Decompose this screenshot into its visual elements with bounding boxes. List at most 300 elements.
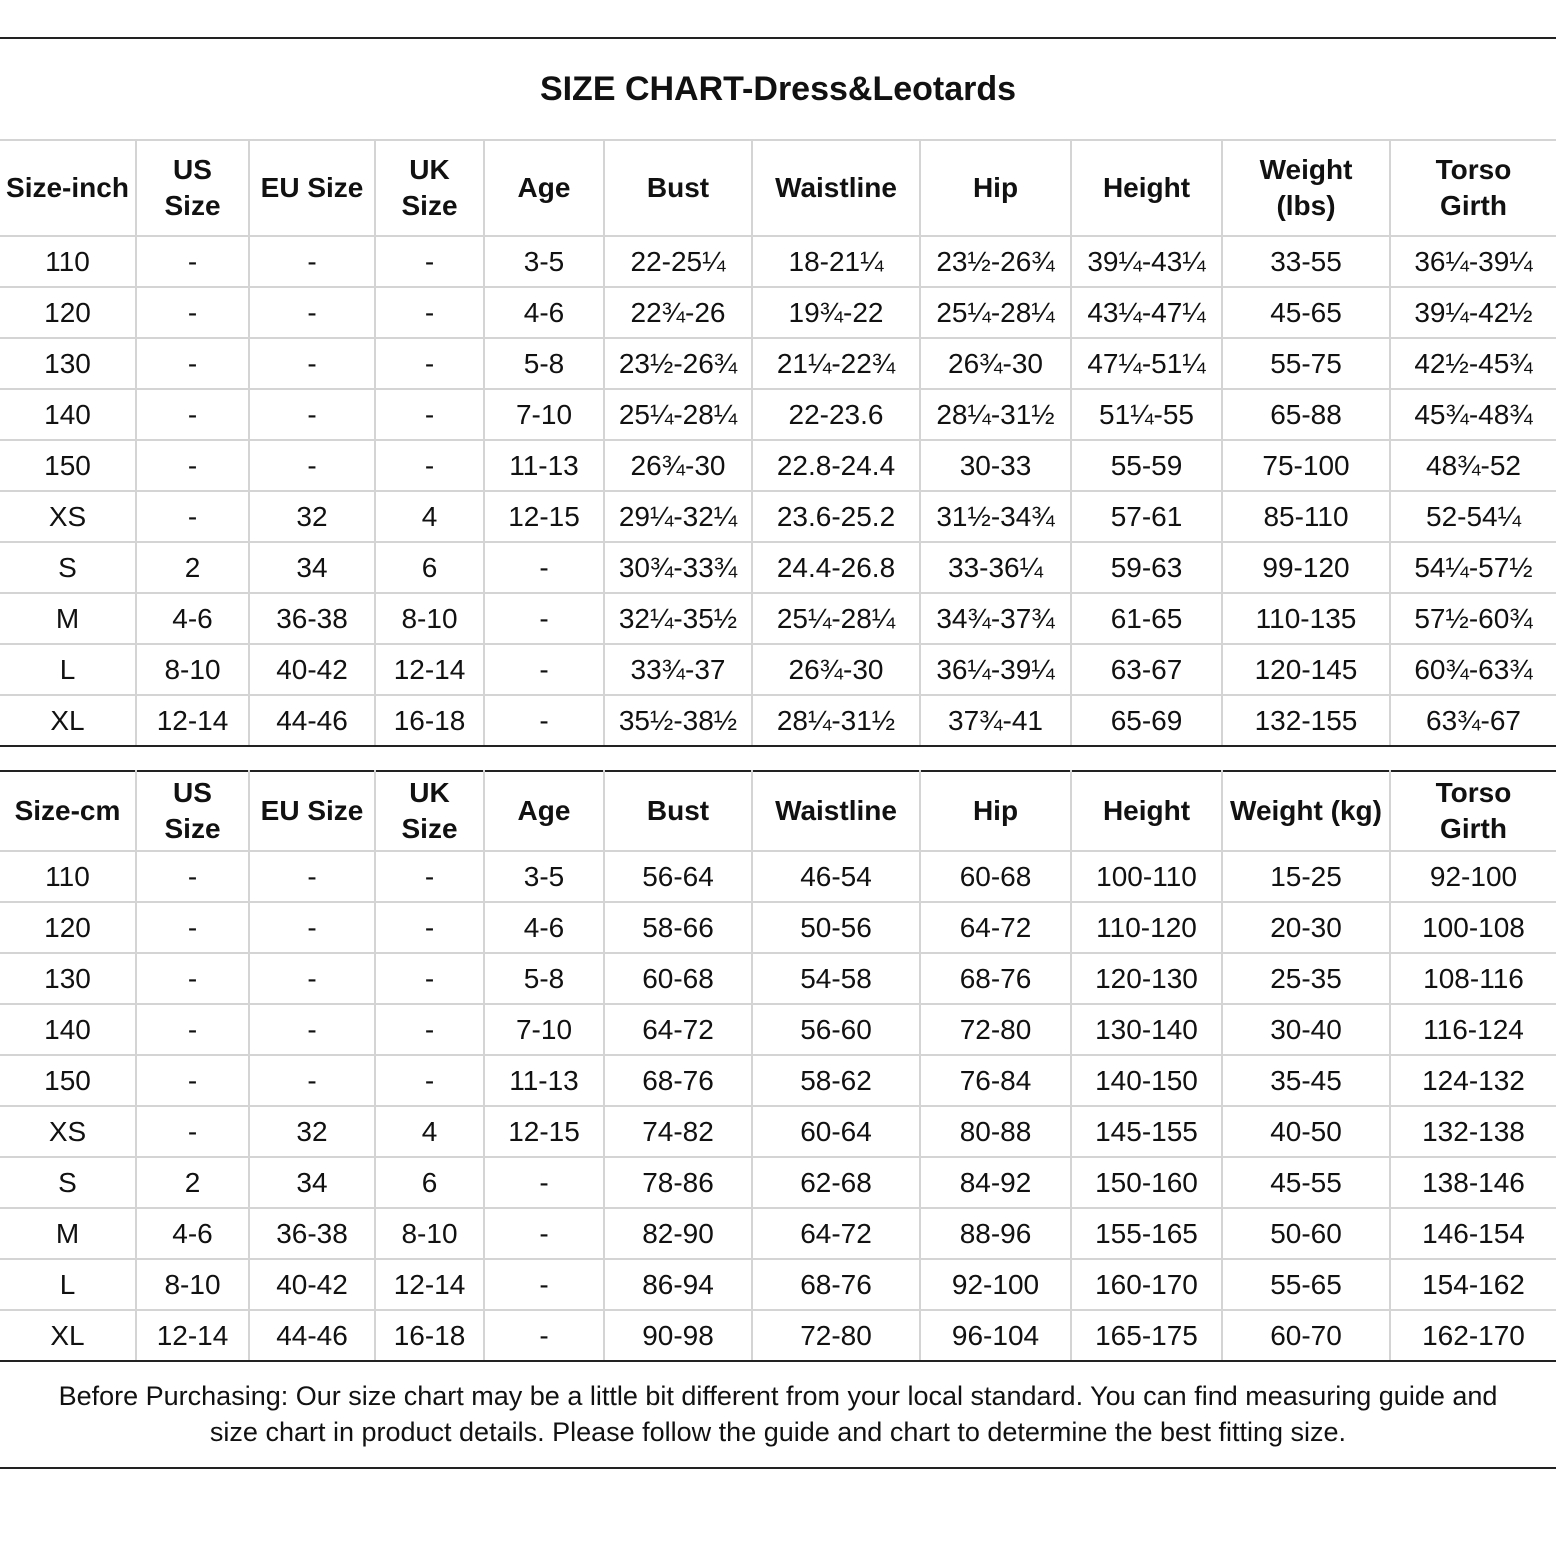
table-cell: 35-45	[1222, 1055, 1390, 1106]
table-cell: 25-35	[1222, 953, 1390, 1004]
table-cell: 8-10	[136, 644, 249, 695]
table-row	[0, 593, 1556, 644]
table-cell: 2	[136, 1157, 249, 1208]
table-cell: 110-120	[1071, 902, 1222, 953]
table-row	[0, 1004, 1556, 1055]
column-header-label: Weight	[1259, 154, 1353, 185]
table-cell: 55-75	[1222, 338, 1390, 389]
column-header-label: Size	[164, 813, 221, 844]
column-header-label: EU Size	[260, 795, 364, 826]
table-cell: 35½-38½	[604, 695, 752, 746]
table-cell: 8-10	[136, 1259, 249, 1310]
table-cell: 76-84	[920, 1055, 1071, 1106]
table-cell: -	[249, 953, 375, 1004]
table-cell: 92-100	[920, 1259, 1071, 1310]
table-cell: XL	[0, 695, 136, 746]
table-cell: 150	[0, 440, 136, 491]
table-cell: 11-13	[484, 440, 604, 491]
table-row	[0, 695, 1556, 746]
table-cell: 60-68	[604, 953, 752, 1004]
table-cell: 45-65	[1222, 287, 1390, 338]
table-cell: 22-25¼	[604, 236, 752, 287]
table-cell: 100-110	[1071, 851, 1222, 902]
size-table-cm	[0, 770, 1556, 1362]
column-header-label: UK	[409, 777, 450, 808]
table-cell: -	[375, 440, 484, 491]
table-cell: XL	[0, 1310, 136, 1361]
table-cell: -	[136, 236, 249, 287]
table-cell: 150-160	[1071, 1157, 1222, 1208]
table-cell: -	[484, 542, 604, 593]
table-cell: 54¼-57½	[1390, 542, 1556, 593]
table-cell: -	[136, 440, 249, 491]
table-cell: 84-92	[920, 1157, 1071, 1208]
table-cell: -	[484, 644, 604, 695]
note-line: Before Purchasing: Our size chart may be a little bit different from your local standard. You can find measuring guide and	[58, 1381, 1498, 1411]
table-cell: -	[136, 389, 249, 440]
table-cell: 72-80	[752, 1310, 920, 1361]
table-cell: 60-64	[752, 1106, 920, 1157]
column-header	[1071, 140, 1222, 236]
column-header-label: Age	[517, 172, 571, 203]
table-cell: -	[136, 1106, 249, 1157]
table-cell: 65-88	[1222, 389, 1390, 440]
table-cell: 22-23.6	[752, 389, 920, 440]
table-cell: 26¾-30	[920, 338, 1071, 389]
table-cell: 110-135	[1222, 593, 1390, 644]
column-header	[249, 771, 375, 851]
table-cell: 12-15	[484, 491, 604, 542]
table-cell: -	[136, 287, 249, 338]
table-cell: 59-63	[1071, 542, 1222, 593]
table-cell: 78-86	[604, 1157, 752, 1208]
table-cell: 25¼-28¼	[604, 389, 752, 440]
table-cell: 44-46	[249, 695, 375, 746]
table-cell: 34¾-37¾	[920, 593, 1071, 644]
table-cell: 110	[0, 236, 136, 287]
table-cell: 160-170	[1071, 1259, 1222, 1310]
table-cell: 12-14	[136, 695, 249, 746]
table-cell: 39¼-43¼	[1071, 236, 1222, 287]
table-cell: -	[136, 902, 249, 953]
table-cell: 40-50	[1222, 1106, 1390, 1157]
table-cell: -	[375, 953, 484, 1004]
table-cell: 130	[0, 953, 136, 1004]
column-header-label: Size	[401, 813, 458, 844]
column-header	[752, 140, 920, 236]
table-cell: -	[375, 338, 484, 389]
table-row	[0, 1259, 1556, 1310]
table-cell: 120	[0, 902, 136, 953]
column-header	[920, 140, 1071, 236]
table-cell: 72-80	[920, 1004, 1071, 1055]
table-row	[0, 389, 1556, 440]
table-cell: 11-13	[484, 1055, 604, 1106]
table-cell: 146-154	[1390, 1208, 1556, 1259]
table-cell: -	[375, 287, 484, 338]
table-cell: -	[484, 1259, 604, 1310]
table-row	[0, 953, 1556, 1004]
table-cell: 30-40	[1222, 1004, 1390, 1055]
column-header	[1390, 140, 1556, 236]
table-cell: -	[249, 287, 375, 338]
table-cell: XS	[0, 491, 136, 542]
table-cell: 42½-45¾	[1390, 338, 1556, 389]
table-cell: 88-96	[920, 1208, 1071, 1259]
table-cell: -	[484, 1208, 604, 1259]
column-header-label: Hip	[972, 172, 1019, 203]
table-cell: 46-54	[752, 851, 920, 902]
table-cell: 57½-60¾	[1390, 593, 1556, 644]
table-row	[0, 338, 1556, 389]
column-header-label: Bust	[646, 795, 710, 826]
table-cell: 12-14	[136, 1310, 249, 1361]
table-cell: 16-18	[375, 1310, 484, 1361]
bottom-rule	[0, 1467, 1556, 1469]
column-header	[136, 771, 249, 851]
table-cell: 23½-26¾	[920, 236, 1071, 287]
table-cell: 120-145	[1222, 644, 1390, 695]
table-cell: 74-82	[604, 1106, 752, 1157]
table-cell: 52-54¼	[1390, 491, 1556, 542]
table-row	[0, 1157, 1556, 1208]
column-header-label: (lbs)	[1276, 190, 1336, 221]
table-cell: 155-165	[1071, 1208, 1222, 1259]
column-header-label: US	[173, 154, 212, 185]
column-header	[484, 771, 604, 851]
table-cell: 130	[0, 338, 136, 389]
table-cell: 110	[0, 851, 136, 902]
table-cell: S	[0, 542, 136, 593]
table-cell: 108-116	[1390, 953, 1556, 1004]
table-row	[0, 1106, 1556, 1157]
table-cell: 32¼-35½	[604, 593, 752, 644]
column-header	[604, 140, 752, 236]
column-header-label: US	[173, 777, 212, 808]
table-cell: -	[484, 1157, 604, 1208]
table-cell: 7-10	[484, 389, 604, 440]
table-row	[0, 1055, 1556, 1106]
table-cell: 5-8	[484, 338, 604, 389]
table-cell: 85-110	[1222, 491, 1390, 542]
table-cell: 2	[136, 542, 249, 593]
table-cell: 45¾-48¾	[1390, 389, 1556, 440]
table-cell: 162-170	[1390, 1310, 1556, 1361]
table-cell: 30-33	[920, 440, 1071, 491]
page-title: SIZE CHART-Dress&Leotards	[539, 70, 1017, 108]
column-header-label: UK	[409, 154, 450, 185]
column-header-label: Waistline	[775, 795, 897, 826]
table-cell: 23.6-25.2	[752, 491, 920, 542]
table-cell: 92-100	[1390, 851, 1556, 902]
table-cell: 65-69	[1071, 695, 1222, 746]
table-row	[0, 440, 1556, 491]
column-header-label: Height	[1102, 795, 1191, 826]
column-header-label: Torso	[1435, 154, 1512, 185]
table-cell: 3-5	[484, 236, 604, 287]
column-header-label: Hip	[972, 795, 1019, 826]
table-cell: 116-124	[1390, 1004, 1556, 1055]
table-row	[0, 236, 1556, 287]
column-header	[375, 771, 484, 851]
table-cell: 58-62	[752, 1055, 920, 1106]
table-cell: -	[136, 1004, 249, 1055]
table-cell: 58-66	[604, 902, 752, 953]
table-cell: 56-64	[604, 851, 752, 902]
table-cell: -	[484, 593, 604, 644]
column-header	[1390, 771, 1556, 851]
table-cell: 63¾-67	[1390, 695, 1556, 746]
table-cell: 40-42	[249, 1259, 375, 1310]
table-cell: 12-14	[375, 644, 484, 695]
table-cell: 15-25	[1222, 851, 1390, 902]
table-cell: 29¼-32¼	[604, 491, 752, 542]
column-header-label: Height	[1102, 172, 1191, 203]
table-cell: 36¼-39¼	[1390, 236, 1556, 287]
table-cell: 33-55	[1222, 236, 1390, 287]
table-cell: XS	[0, 1106, 136, 1157]
column-header	[0, 140, 136, 236]
table-cell: 60-68	[920, 851, 1071, 902]
table-cell: 68-76	[920, 953, 1071, 1004]
table-cell: 51¼-55	[1071, 389, 1222, 440]
table-cell: -	[136, 491, 249, 542]
table-cell: 26¾-30	[752, 644, 920, 695]
table-cell: 75-100	[1222, 440, 1390, 491]
table-cell: -	[249, 338, 375, 389]
column-header	[375, 140, 484, 236]
table-cell: 96-104	[920, 1310, 1071, 1361]
table-cell: 31½-34¾	[920, 491, 1071, 542]
purchase-note	[0, 1378, 1556, 1450]
table-cell: 132-155	[1222, 695, 1390, 746]
table-cell: 82-90	[604, 1208, 752, 1259]
table-cell: 55-65	[1222, 1259, 1390, 1310]
table-cell: 165-175	[1071, 1310, 1222, 1361]
column-header	[1222, 140, 1390, 236]
table-cell: 145-155	[1071, 1106, 1222, 1157]
table-cell: 8-10	[375, 593, 484, 644]
top-rule	[0, 37, 1556, 39]
table-cell: 60¾-63¾	[1390, 644, 1556, 695]
table-cell: -	[249, 236, 375, 287]
table-cell: 8-10	[375, 1208, 484, 1259]
table-cell: 4	[375, 1106, 484, 1157]
table-cell: 30¾-33¾	[604, 542, 752, 593]
table-cell: M	[0, 593, 136, 644]
table-cell: 56-60	[752, 1004, 920, 1055]
table-cell: 33-36¼	[920, 542, 1071, 593]
table-cell: 99-120	[1222, 542, 1390, 593]
column-header	[249, 140, 375, 236]
table-cell: 4-6	[484, 902, 604, 953]
table-cell: S	[0, 1157, 136, 1208]
table-cell: 140	[0, 389, 136, 440]
table-cell: -	[375, 902, 484, 953]
table-cell: 50-56	[752, 902, 920, 953]
table-cell: 64-72	[752, 1208, 920, 1259]
table-cell: 138-146	[1390, 1157, 1556, 1208]
table-cell: 132-138	[1390, 1106, 1556, 1157]
table-cell: L	[0, 644, 136, 695]
column-header	[484, 140, 604, 236]
table-cell: -	[484, 695, 604, 746]
table-cell: 28¼-31½	[920, 389, 1071, 440]
table-cell: 40-42	[249, 644, 375, 695]
table-cell: 25¼-28¼	[752, 593, 920, 644]
table-cell: -	[136, 338, 249, 389]
column-header-label: Waistline	[775, 172, 897, 203]
column-header-label: Size-cm	[14, 795, 121, 826]
table-row	[0, 1208, 1556, 1259]
column-header	[1071, 771, 1222, 851]
table-cell: 4	[375, 491, 484, 542]
column-header-label: Girth	[1440, 190, 1507, 221]
table-cell: -	[375, 1055, 484, 1106]
column-header	[0, 771, 136, 851]
table-cell: 140	[0, 1004, 136, 1055]
table-cell: 124-132	[1390, 1055, 1556, 1106]
table-cell: 86-94	[604, 1259, 752, 1310]
note-line: size chart in product details. Please follow the guide and chart to determine the best fitting size.	[209, 1417, 1347, 1447]
table-cell: 39¼-42½	[1390, 287, 1556, 338]
table-cell: 18-21¼	[752, 236, 920, 287]
table-cell: 25¼-28¼	[920, 287, 1071, 338]
table-cell: -	[375, 389, 484, 440]
table-cell: 150	[0, 1055, 136, 1106]
table-row	[0, 542, 1556, 593]
table-cell: 130-140	[1071, 1004, 1222, 1055]
table-cell: 120-130	[1071, 953, 1222, 1004]
table-cell: 90-98	[604, 1310, 752, 1361]
column-header-label: Age	[517, 795, 571, 826]
table-cell: 57-61	[1071, 491, 1222, 542]
table-cell: 19¾-22	[752, 287, 920, 338]
table-row	[0, 287, 1556, 338]
table-cell: -	[484, 1310, 604, 1361]
size-table-inch	[0, 139, 1556, 747]
table-cell: 4-6	[136, 593, 249, 644]
table-cell: 154-162	[1390, 1259, 1556, 1310]
column-header	[604, 771, 752, 851]
table-cell: 12-15	[484, 1106, 604, 1157]
column-header-label: Weight (kg)	[1230, 795, 1382, 826]
column-header-label: Size-inch	[6, 172, 129, 203]
table-cell: 36¼-39¼	[920, 644, 1071, 695]
table-cell: 54-58	[752, 953, 920, 1004]
table-cell: 36-38	[249, 1208, 375, 1259]
table-cell: 6	[375, 1157, 484, 1208]
table-cell: -	[249, 902, 375, 953]
table-cell: 28¼-31½	[752, 695, 920, 746]
table-cell: 20-30	[1222, 902, 1390, 953]
table-cell: 32	[249, 1106, 375, 1157]
column-header	[1222, 771, 1390, 851]
table-cell: 37¾-41	[920, 695, 1071, 746]
column-header-label: EU Size	[260, 172, 364, 203]
column-header-label: Girth	[1440, 813, 1507, 844]
table-cell: 43¼-47¼	[1071, 287, 1222, 338]
table-cell: 21¼-22¾	[752, 338, 920, 389]
table-row	[0, 1310, 1556, 1361]
column-header-label: Size	[401, 190, 458, 221]
table-cell: 33¾-37	[604, 644, 752, 695]
table-cell: 45-55	[1222, 1157, 1390, 1208]
table-cell: 120	[0, 287, 136, 338]
table-cell: -	[249, 851, 375, 902]
table-cell: 63-67	[1071, 644, 1222, 695]
table-row	[0, 851, 1556, 902]
table-cell: 55-59	[1071, 440, 1222, 491]
table-cell: 24.4-26.8	[752, 542, 920, 593]
table-cell: 12-14	[375, 1259, 484, 1310]
table-cell: 22¾-26	[604, 287, 752, 338]
table-cell: 4-6	[136, 1208, 249, 1259]
table-cell: L	[0, 1259, 136, 1310]
table-cell: 48¾-52	[1390, 440, 1556, 491]
column-header	[136, 140, 249, 236]
header-row	[0, 771, 1556, 851]
table-cell: 22.8-24.4	[752, 440, 920, 491]
table-row	[0, 644, 1556, 695]
table-cell: -	[375, 236, 484, 287]
column-header	[752, 771, 920, 851]
table-cell: 68-76	[752, 1259, 920, 1310]
column-header	[920, 771, 1071, 851]
table-cell: 60-70	[1222, 1310, 1390, 1361]
table-cell: 34	[249, 1157, 375, 1208]
table-cell: 68-76	[604, 1055, 752, 1106]
table-cell: 4-6	[484, 287, 604, 338]
table-cell: 62-68	[752, 1157, 920, 1208]
table-cell: -	[249, 1004, 375, 1055]
column-header-label: Size	[164, 190, 221, 221]
table-cell: 34	[249, 542, 375, 593]
table-cell: -	[249, 389, 375, 440]
table-cell: 16-18	[375, 695, 484, 746]
table-cell: 36-38	[249, 593, 375, 644]
table-row	[0, 491, 1556, 542]
table-cell: -	[136, 1055, 249, 1106]
table-cell: 3-5	[484, 851, 604, 902]
table-cell: 7-10	[484, 1004, 604, 1055]
table-cell: -	[136, 953, 249, 1004]
table-cell: -	[136, 851, 249, 902]
table-cell: 80-88	[920, 1106, 1071, 1157]
table-cell: 61-65	[1071, 593, 1222, 644]
table-cell: 32	[249, 491, 375, 542]
table-cell: 26¾-30	[604, 440, 752, 491]
table-cell: 64-72	[920, 902, 1071, 953]
table-cell: -	[249, 440, 375, 491]
table-cell: 6	[375, 542, 484, 593]
table-cell: 47¼-51¼	[1071, 338, 1222, 389]
table-cell: 100-108	[1390, 902, 1556, 953]
table-cell: -	[249, 1055, 375, 1106]
table-cell: 64-72	[604, 1004, 752, 1055]
table-cell: 5-8	[484, 953, 604, 1004]
column-header-label: Torso	[1435, 777, 1512, 808]
table-cell: 23½-26¾	[604, 338, 752, 389]
table-cell: -	[375, 1004, 484, 1055]
column-header-label: Bust	[646, 172, 710, 203]
table-cell: 140-150	[1071, 1055, 1222, 1106]
table-cell: 44-46	[249, 1310, 375, 1361]
table-cell: 50-60	[1222, 1208, 1390, 1259]
header-row	[0, 140, 1556, 236]
table-row	[0, 902, 1556, 953]
table-cell: -	[375, 851, 484, 902]
